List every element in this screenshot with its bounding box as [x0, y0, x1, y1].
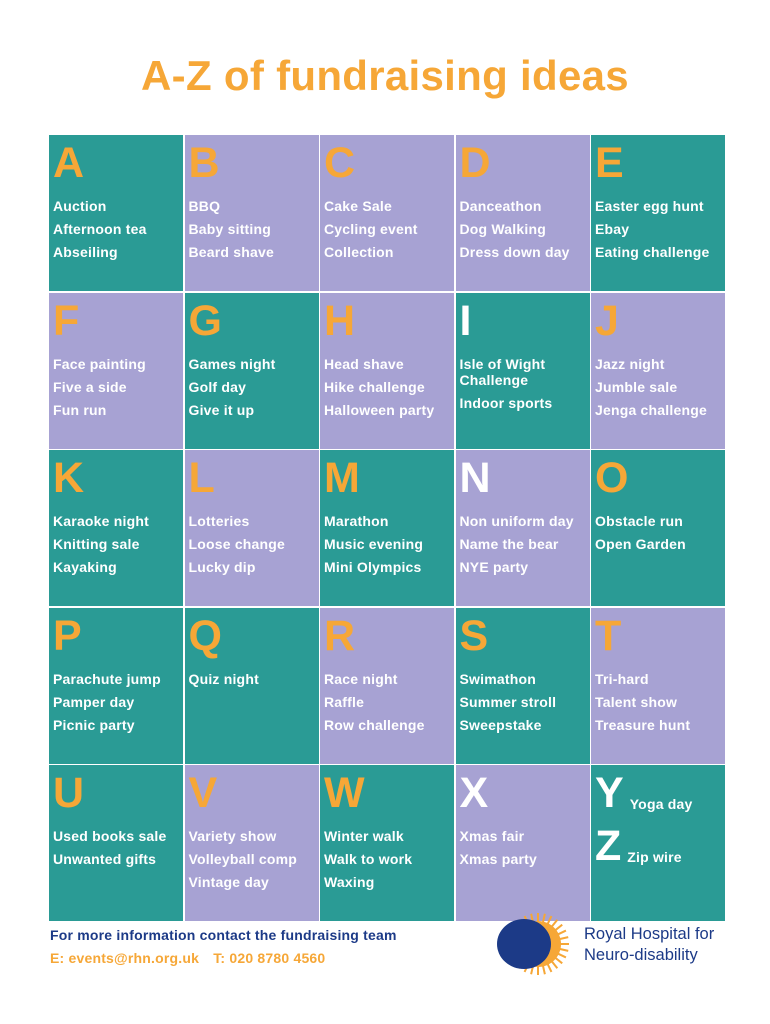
idea-item: Walk to work [324, 851, 413, 867]
cell-letter: V [188, 769, 218, 817]
idea-item: Jenga challenge [595, 401, 707, 418]
sun-logo-icon [494, 906, 574, 986]
idea-item: Kayaking [53, 559, 117, 575]
cell-letter: D [459, 139, 491, 187]
letter-cell-h [320, 293, 454, 449]
letter-cell-c [320, 135, 454, 291]
letter-cell-f [49, 293, 183, 449]
idea-item: Lucky dip [188, 559, 256, 575]
letter-cell-r [320, 608, 454, 764]
cell-letter: O [595, 454, 629, 502]
cell-letter: Q [188, 611, 222, 660]
cell-letter: X [459, 769, 489, 817]
letter-cell-u [49, 765, 183, 921]
cell-letter: Y [595, 769, 624, 817]
idea-item: Halloween party [324, 401, 435, 418]
cell-letter: F [53, 296, 80, 345]
idea-item: Non uniform day [459, 513, 574, 529]
letter-cell-b [185, 135, 319, 291]
sun-ray [548, 916, 552, 924]
sun-ray [543, 914, 545, 923]
idea-item: Cake Sale [324, 198, 392, 214]
idea-item: Obstacle run [595, 513, 683, 529]
idea-item: Zip wire [627, 849, 682, 865]
idea-item: Jazz night [595, 355, 665, 372]
idea-item: Picnic party [53, 716, 135, 733]
idea-item: Race night [324, 670, 398, 687]
idea-item: Winter walk [324, 828, 404, 844]
idea-item: Swimathon [459, 670, 536, 687]
letter-cell-s [456, 608, 590, 764]
idea-item: Auction [53, 198, 107, 214]
cell-letter: M [324, 454, 360, 502]
idea-item: Isle of Wight Challenge [459, 355, 546, 388]
idea-item: Dress down day [459, 244, 570, 260]
idea-item: Open Garden [595, 536, 686, 552]
idea-item: Games night [188, 355, 276, 372]
cell-letter: S [459, 611, 489, 660]
contact-details [50, 950, 335, 966]
cell-letter: C [324, 139, 356, 187]
sun-ray [552, 961, 558, 968]
cell-letter: U [53, 769, 85, 817]
idea-item: Karaoke night [53, 513, 149, 529]
letter-cell-g [185, 293, 319, 449]
idea-item: Quiz night [188, 670, 259, 687]
idea-item: Xmas party [459, 851, 537, 867]
letter-cell-a [49, 135, 183, 291]
idea-item: Name the bear [459, 536, 559, 552]
idea-item: Beard shave [188, 244, 274, 260]
idea-item: Parachute jump [53, 670, 161, 687]
idea-item: Abseiling [53, 244, 118, 260]
letter-cell-w [320, 765, 454, 921]
sun-ray [543, 965, 545, 974]
idea-item: Fun run [53, 401, 107, 418]
idea-item: Jumble sale [595, 378, 678, 395]
z-row [595, 822, 721, 870]
cell-letter: J [595, 296, 619, 345]
letter-cell-k [49, 450, 183, 606]
cell-letter: K [53, 454, 85, 502]
cell-letter: W [324, 769, 365, 817]
idea-item: Row challenge [324, 716, 425, 733]
idea-item: Mini Olympics [324, 559, 422, 575]
idea-item: NYE party [459, 559, 529, 575]
idea-item: Face painting [53, 355, 146, 372]
hospital-name-line2: Neuro-disability [584, 946, 698, 964]
cell-letter: Z [595, 822, 622, 870]
sun-ray [559, 937, 568, 939]
contact-text: For more information contact the fundraising team [50, 927, 397, 943]
letter-cell-x [456, 765, 590, 921]
cell-letter: N [459, 454, 491, 502]
letter-cell-l [185, 450, 319, 606]
phone-number: T: 020 8780 4560 [213, 950, 326, 966]
idea-item: Danceathon [459, 198, 542, 214]
letter-cell-t [591, 608, 725, 764]
idea-item: Variety show [188, 828, 277, 844]
idea-item: Treasure hunt [595, 716, 691, 733]
y-row [595, 769, 721, 817]
idea-item: Cycling event [324, 221, 418, 237]
cell-letter: T [595, 611, 622, 660]
sun-ray [559, 949, 568, 951]
idea-item: Summer stroll [459, 693, 557, 710]
letter-cell-p [49, 608, 183, 764]
idea-item: Five a side [53, 378, 127, 395]
idea-item: Unwanted gifts [53, 851, 157, 867]
sun-ray [555, 958, 562, 964]
idea-item: BBQ [188, 198, 221, 214]
idea-item: Indoor sports [459, 394, 553, 411]
idea-item: Eating challenge [595, 244, 710, 260]
idea-item: Head shave [324, 355, 404, 372]
idea-item: Hike challenge [324, 378, 425, 395]
letter-cell-v [185, 765, 319, 921]
idea-item: Volleyball comp [188, 851, 298, 867]
hospital-name [584, 924, 714, 966]
idea-item: Tri-hard [595, 670, 649, 687]
cell-letter: R [324, 611, 356, 660]
idea-item: Sweepstake [459, 716, 542, 733]
idea-item: Ebay [595, 221, 630, 237]
letter-cell-yz [591, 765, 725, 921]
idea-item: Used books sale [53, 828, 167, 844]
idea-item: Lotteries [188, 513, 250, 529]
idea-item: Music evening [324, 536, 424, 552]
page-title: A-Z of fundraising ideas [141, 52, 629, 99]
idea-item: Golf day [188, 378, 247, 395]
letter-cell-q [185, 608, 319, 764]
idea-item: Collection [324, 244, 394, 260]
sun-ray [558, 931, 566, 935]
idea-item: Dog Walking [459, 221, 546, 237]
letter-cell-n [456, 450, 590, 606]
idea-item: Vintage day [188, 874, 270, 890]
idea-item: Afternoon tea [53, 221, 147, 237]
idea-item: Talent show [595, 693, 678, 710]
hospital-logo [494, 906, 724, 986]
cell-letter: G [188, 296, 222, 345]
sun-ray [558, 954, 566, 958]
cell-letter: I [459, 296, 472, 345]
letter-cell-m [320, 450, 454, 606]
cell-letter: P [53, 611, 82, 660]
idea-item: Xmas fair [459, 828, 525, 844]
idea-item: Knitting sale [53, 536, 140, 552]
idea-item: Easter egg hunt [595, 198, 704, 214]
email-link[interactable]: E: events@rhn.org.uk [50, 950, 200, 966]
idea-item: Loose change [188, 536, 286, 552]
sun-ray [552, 920, 558, 927]
letter-cell-e [591, 135, 725, 291]
letter-cell-j [591, 293, 725, 449]
cell-letter: B [188, 139, 220, 187]
cell-letter: L [188, 454, 215, 502]
idea-item: Baby sitting [188, 221, 272, 237]
letter-cell-i [456, 293, 590, 449]
idea-item: Give it up [188, 401, 255, 418]
cell-letter: E [595, 139, 624, 187]
letter-cell-d [456, 135, 590, 291]
letter-cell-o [591, 450, 725, 606]
letter-grid [49, 135, 721, 921]
hospital-name-line1: Royal Hospital for [584, 925, 715, 943]
idea-item: Yoga day [629, 796, 693, 812]
cell-letter: H [324, 296, 356, 345]
idea-item: Raffle [324, 693, 365, 710]
sun-ray [555, 925, 562, 931]
idea-item: Marathon [324, 513, 389, 529]
idea-item: Pamper day [53, 693, 135, 710]
idea-item: Waxing [324, 874, 375, 890]
cell-letter: A [53, 139, 85, 187]
sun-ray [548, 964, 552, 972]
